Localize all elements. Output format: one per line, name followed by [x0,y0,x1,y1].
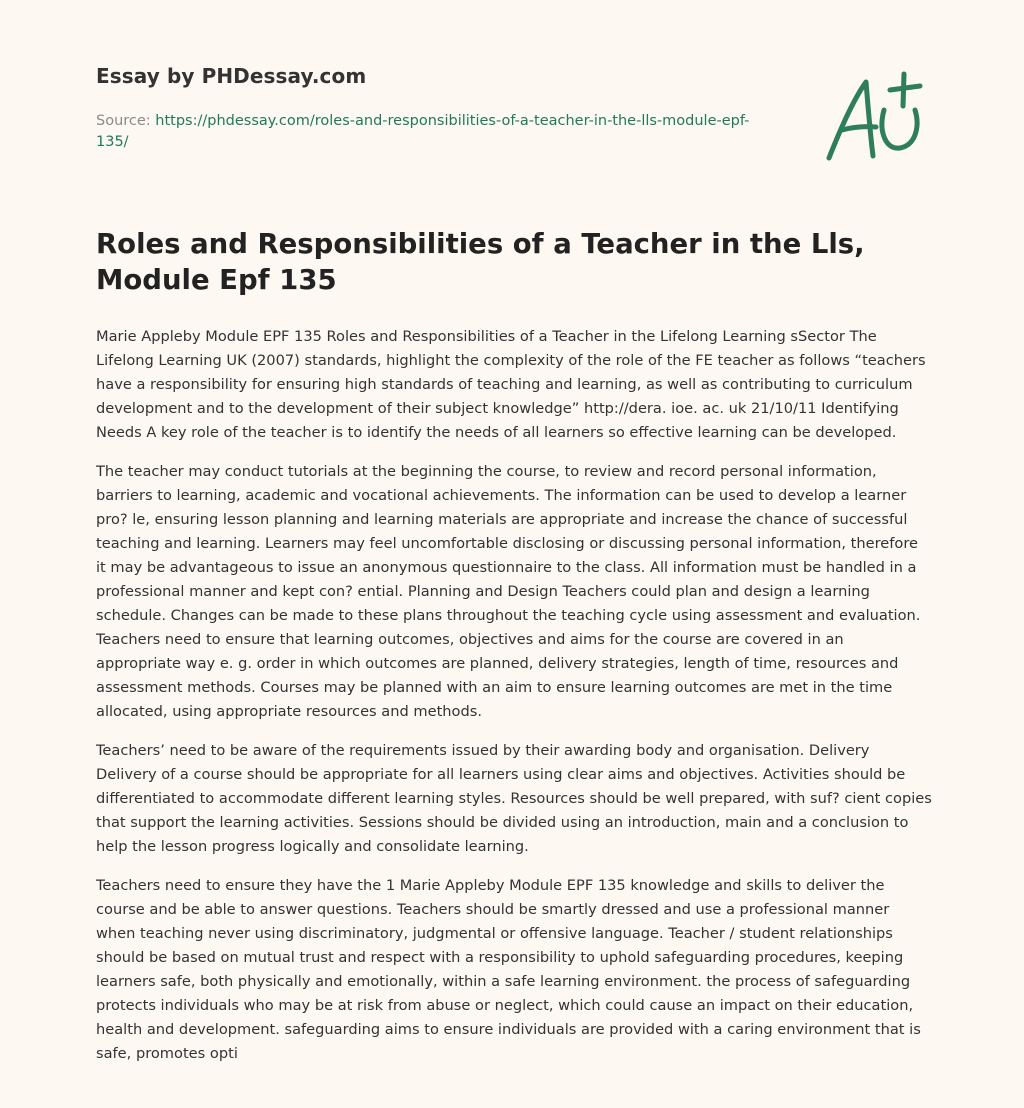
source-link[interactable]: https://phdessay.com/roles-and-responsibilities-of-a-teacher-in-the-lls-module-epf-135/ [96,113,750,150]
essay-paragraph: The teacher may conduct tutorials at the beginning the course, to review and record personal information, barriers to learning, academic and vocational achievements. The information can be used to develop a learner pro? le, ensuring lesson planning and learning materials are appropriate and increase the chance of successful teaching and learning. Learners may feel uncomfortable disclosing or discussing personal information, therefore it may be advantageous to issue an anonymous questionnaire to the class. All information must be handled in a professional manner and kept con? ential. Planning and Design Teachers could plan and design a learning schedule. Changes can be made to these plans throughout the teaching cycle using assessment and evaluation. Teachers need to ensure that learning outcomes, objectives and aims for the course are covered in an appropriate way e. g. order in which outcomes are planned, delivery strategies, length of time, resources and assessment methods. Courses may be planned with an aim to ensure learning outcomes are met in the time allocated, using appropriate resources and methods. [96,463,921,720]
source-label: Source: [96,113,151,129]
a-plus-logo [820,70,926,162]
essay-paragraph: Teachers need to ensure they have the 1 Marie Appleby Module EPF 135 knowledge and skills to deliver the course and be able to answer questions. Teachers should be smartly dressed and use a professional manner when teaching never using discriminatory, judgmental or offensive language. Teacher / student relationships should be based on mutual trust and respect with a responsibility to uphold safeguarding procedures, keeping learners safe, both physically and emotionally, within a safe learning environment. the process of safeguarding protects individuals who may be at risk from abuse or neglect, which could cause an impact on their education, health and development. safeguarding aims to ensure individuals are provided with a caring environment that is safe, promotes opti [96,877,921,1062]
essay-body [96,325,932,1081]
essay-paragraph: Marie Appleby Module EPF 135 Roles and Responsibilities of a Teacher in the Lifelong Learning sSector The Lifelong Learning UK (2007) standards, highlight the complexity of the role of the FE teacher as follows “teachers have a responsibility for ensuring high standards of teaching and learning, as well as contributing to curriculum development and to the development of their subject knowledge” http://dera. ioe. ac. uk 21/10/11 Identifying Needs A key role of the teacher is to identify the needs of all learners so effective learning can be developed. [96,328,926,441]
source-line [96,111,756,153]
essay-title: Roles and Responsibilities of a Teacher in the Lls, Module Epf 135 [96,228,865,296]
essay-paragraph: Teachers’ need to be aware of the requirements issued by their awarding body and organisation. Delivery Delivery of a course should be appropriate for all learners using clear aims and objectives. Activities should be differentiated to accommodate different learning styles. Resources should be well prepared, with suf? cient copies that support the learning activities. Sessions should be divided using an introduction, main and a conclusion to help the lesson progress logically and consolidate learning. [96,742,932,855]
site-title: Essay by PHDessay.com [96,64,367,88]
